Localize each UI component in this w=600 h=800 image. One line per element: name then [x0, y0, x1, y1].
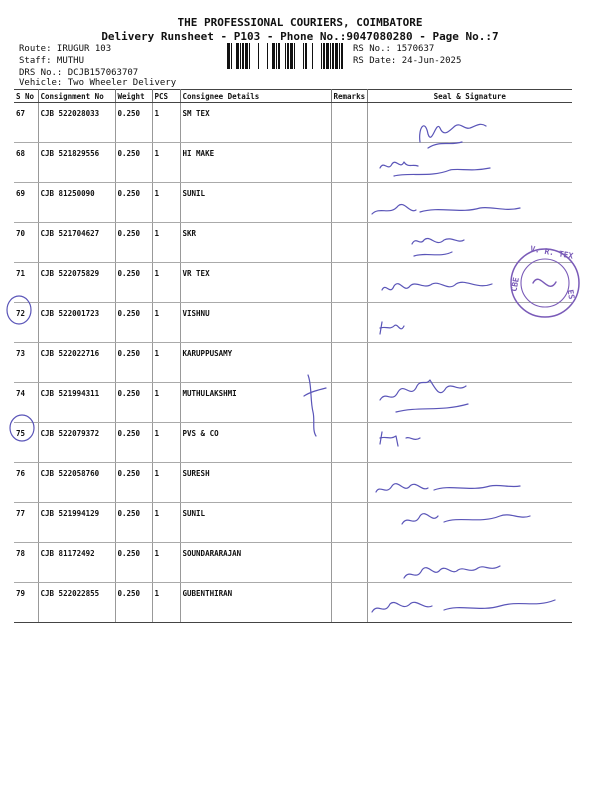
- stamp-text-top: V. R. TEX: [529, 244, 574, 261]
- cell-pcs: 1: [152, 423, 180, 463]
- col-weight: Weight: [115, 90, 152, 103]
- col-sno: S No: [14, 90, 38, 103]
- cell-weight: 0.250: [115, 103, 152, 143]
- cell-consignee: SKR: [180, 223, 331, 263]
- cell-consignment-no: CJB 521829556: [38, 143, 115, 183]
- drs-label: DRS No.: DCJB157063707: [19, 68, 139, 78]
- cell-weight: 0.250: [115, 303, 152, 343]
- cell-sno: 76: [14, 463, 38, 503]
- cell-pcs: 1: [152, 463, 180, 503]
- cell-sno: 72: [14, 303, 38, 343]
- cell-weight: 0.250: [115, 503, 152, 543]
- vehicle-label: Vehicle: Two Wheeler Delivery: [19, 78, 177, 88]
- cell-pcs: 1: [152, 343, 180, 383]
- pen-circle-75: [10, 415, 34, 441]
- stamp-text-bottom: ES: [565, 288, 577, 301]
- cell-weight: 0.250: [115, 383, 152, 423]
- cell-consignee: VR TEX: [180, 263, 331, 303]
- cell-consignment-no: CJB 81250090: [38, 183, 115, 223]
- cell-pcs: 1: [152, 583, 180, 623]
- cell-sno: 78: [14, 543, 38, 583]
- cell-consignment-no: CJB 522058760: [38, 463, 115, 503]
- cell-consignment-no: CJB 521994129: [38, 503, 115, 543]
- cell-weight: 0.250: [115, 583, 152, 623]
- signature-71: [382, 282, 492, 290]
- cell-weight: 0.250: [115, 263, 152, 303]
- cell-sno: 77: [14, 503, 38, 543]
- cell-consignment-no: CJB 522075829: [38, 263, 115, 303]
- signature-75: [380, 432, 420, 446]
- cell-consignee: MUTHULAKSHMI: [180, 383, 331, 423]
- cell-sno: 75: [14, 423, 38, 463]
- cell-sno: 70: [14, 223, 38, 263]
- cell-weight: 0.250: [115, 143, 152, 183]
- cell-consignee: SOUNDARARAJAN: [180, 543, 331, 583]
- staff-label: Staff: MUTHU: [19, 56, 85, 66]
- rs-no-label: RS No.: 1570637: [353, 44, 435, 54]
- pen-circle-72: [7, 296, 31, 324]
- cell-consignee: HI MAKE: [180, 143, 331, 183]
- signature-67: [420, 124, 486, 148]
- cell-sno: 79: [14, 583, 38, 623]
- cell-consignee: SURESH: [180, 463, 331, 503]
- cell-consignment-no: CJB 522079372: [38, 423, 115, 463]
- signature-70: [412, 238, 464, 256]
- rs-date-label: RS Date: 24-Jun-2025: [353, 56, 462, 66]
- cell-sno: 68: [14, 143, 38, 183]
- signature-68: [380, 162, 490, 176]
- col-pcs: PCS: [152, 90, 180, 103]
- runsheet-line: Delivery Runsheet - P103 - Phone No.:9047080280 - Page No.:7: [101, 30, 499, 43]
- cell-consignment-no: CJB 521994311: [38, 383, 115, 423]
- cell-pcs: 1: [152, 383, 180, 423]
- cell-weight: 0.250: [115, 423, 152, 463]
- cell-weight: 0.250: [115, 543, 152, 583]
- cell-pcs: 1: [152, 263, 180, 303]
- cell-pcs: 1: [152, 223, 180, 263]
- cell-consignment-no: CJB 522022716: [38, 343, 115, 383]
- signature-79: [372, 600, 555, 612]
- cell-weight: 0.250: [115, 463, 152, 503]
- signature-69: [372, 204, 520, 214]
- cell-pcs: 1: [152, 183, 180, 223]
- cell-pcs: 1: [152, 303, 180, 343]
- cell-consignee: SUNIL: [180, 183, 331, 223]
- cell-consignment-no: CJB 522001723: [38, 303, 115, 343]
- col-remarks: Remarks: [331, 90, 367, 103]
- cell-pcs: 1: [152, 503, 180, 543]
- stamp-text-left: CBE: [509, 276, 521, 293]
- col-consignee: Consignee Details: [180, 90, 331, 103]
- signature-76: [376, 484, 520, 492]
- cell-consignment-no: CJB 521704627: [38, 223, 115, 263]
- signature-72: [380, 322, 404, 334]
- cell-pcs: 1: [152, 543, 180, 583]
- cell-pcs: 1: [152, 103, 180, 143]
- col-seal-signature: Seal & Signature: [367, 90, 572, 103]
- signature-77: [402, 514, 530, 524]
- cell-weight: 0.250: [115, 223, 152, 263]
- cell-pcs: 1: [152, 143, 180, 183]
- cell-consignee: SUNIL: [180, 503, 331, 543]
- cell-sno: 69: [14, 183, 38, 223]
- cell-sno: 71: [14, 263, 38, 303]
- cell-sno: 73: [14, 343, 38, 383]
- route-label: Route: IRUGUR 103: [19, 44, 112, 54]
- cell-consignment-no: CJB 522022855: [38, 583, 115, 623]
- cell-sno: 74: [14, 383, 38, 423]
- cell-consignee: PVS & CO: [180, 423, 331, 463]
- cell-consignment-no: CJB 81172492: [38, 543, 115, 583]
- cell-sno: 67: [14, 103, 38, 143]
- cell-weight: 0.250: [115, 343, 152, 383]
- remarks-scribble: [304, 375, 326, 436]
- company-title: THE PROFESSIONAL COURIERS, COIMBATORE: [177, 16, 423, 29]
- signature-78: [404, 566, 500, 578]
- signature-73-74: [380, 380, 468, 412]
- cell-consignee: VISHNU: [180, 303, 331, 343]
- cell-consignee: GUBENTHIRAN: [180, 583, 331, 623]
- cell-weight: 0.250: [115, 183, 152, 223]
- col-consignment: Consignment No: [38, 90, 115, 103]
- cell-consignee: KARUPPUSAMY: [180, 343, 331, 383]
- cell-consignment-no: CJB 522028033: [38, 103, 115, 143]
- cell-consignee: SM TEX: [180, 103, 331, 143]
